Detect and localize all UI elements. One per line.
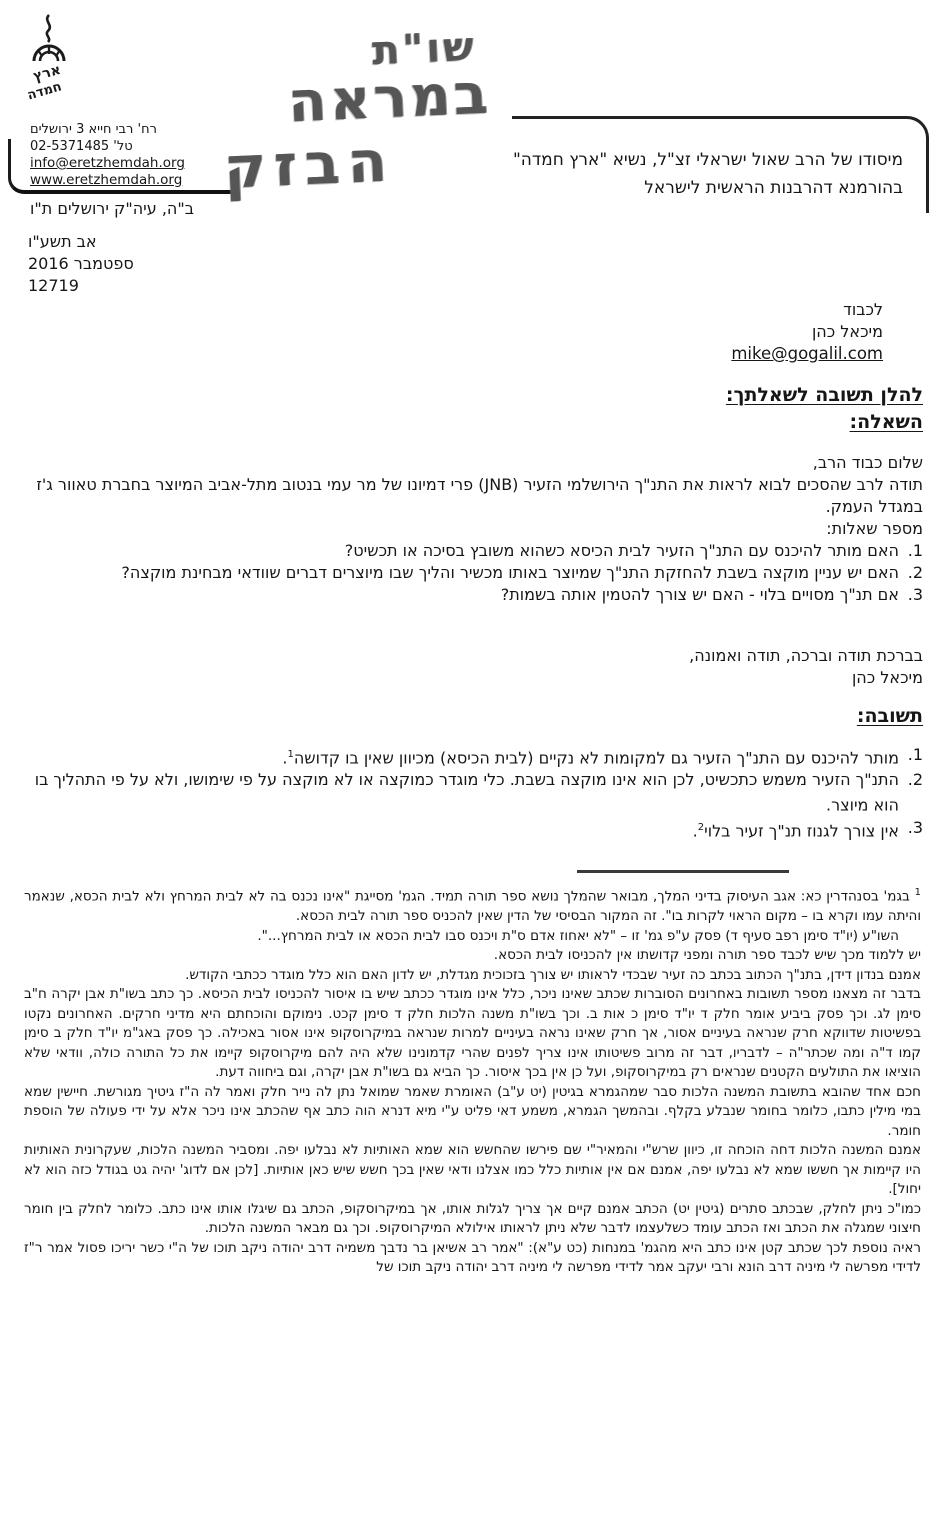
contact-address: רח' רבי חייא 3 ירושלים xyxy=(30,122,157,137)
answer-heading: תשובה: xyxy=(856,705,923,727)
question-text: האם מותר להיכנס עם התנ"ך הזעיר לבית הכיסא כשהוא משובץ בסיכה או תכשיט? xyxy=(344,541,899,560)
contact-phone: טל' 02-5371485 xyxy=(30,139,133,154)
section-headings xyxy=(726,382,923,436)
answer-section xyxy=(24,744,923,842)
title-bemareh: במראה xyxy=(286,61,492,136)
answer-number: 2. xyxy=(907,770,923,790)
question-item xyxy=(24,584,923,606)
footnote-paragraph xyxy=(24,883,921,927)
gregorian-date: ספטמבר 2016 xyxy=(28,254,134,273)
answer-item xyxy=(24,817,923,842)
footnote-separator xyxy=(577,870,789,873)
answer-item xyxy=(24,769,923,816)
question-intro: תודה לרב שהסכים לבוא לראות את התנ"ך הירושלמי הזעיר (JNB) פרי דמיונו של מר עמי בנטוב מתל-אביב המיוצר בחברת טאוור ג'ז במגדל העמק. xyxy=(36,475,923,516)
date-block xyxy=(28,231,134,297)
answer-number: 3. xyxy=(907,817,923,837)
question-closing xyxy=(689,645,923,689)
answer-text: אין צורך לגנוז תנ"ך זעיר בלוי xyxy=(704,820,899,840)
logo-word-top: ארץ xyxy=(31,61,63,85)
reference-number: 12719 xyxy=(28,276,79,295)
answer-tail: . xyxy=(282,748,288,768)
logo-word-bottom: חמדה xyxy=(25,79,64,104)
footnote-paragraph: השו"ע (יו"ד סימן רפב סעיף ד) פסק ע"פ גמ' זו – "לא יאחוז אדם ס"ת ויכנס סבו לבית הכסא או לבית המרחץ...". xyxy=(257,927,899,944)
question-heading: השאלה: xyxy=(849,411,923,433)
title-habazak: הבזק xyxy=(222,128,397,202)
questions-label: מספר שאלות: xyxy=(826,519,923,538)
footnote-paragraph: בדבר זה מצאנו מספר תשובות באחרונים הסוברות שכתב שאינו ניכר, כלל אינו מוגדר ככתב שיש בו איסור להכניסו לבית הכיסא. כך כתב בשו"ת אבן יקרה ח"ב סימן לג. וכך פסק ביביע אומר חלק ד יו"ד סימן כ אות ב. וכך בשו"ת משנה הלכות חלק ד סימן קכט. נימוקם והוכחתם היא מדיני חרקים. האחרונים נקטו בפשיטות שדווקא חרק שנראה בעיניים אסור, אך חרק שאינו נראה בעיניים למרות שנראה במיקרוסקופ אינו אסור באכילה. כך פסק באג"מ יו"ד חלק ב סימן קמו ד"ה ומה שכתר"ה – לדבריו, דבר זה מרוב פשיטותו אינו צריך לפנים שהרי קדמונינו שלא היה להם מיקרוסקופ קיימו את כל התורה כולה, וודאי שלא הוציאו את התולעים הקטנים שנראים רק במיקרוסקופ, ועל כן אין בכך איסור. כך הביא גם בשו"ת אבן יקרה, וגם ביחווה דעת. xyxy=(24,986,921,1080)
subtitle-line1: מיסודו של הרב שאול ישראלי זצ"ל, נשיא "ארץ חמדה" xyxy=(512,150,903,170)
footnote-paragraph: אמנם המשנה הלכות דחה הוכחה זו, כיוון שרש"י והמאיר"י שם פירשו שהחשש הוא שמא האותיות לא נבלעו יפה. ומסביר המשנה הלכות, שעקרונית האותיות היו קיימות אך חששו שמא לא נבלעו יפה, אמנם אם אין אותיות כלל כמו אצלנו ודאי שאין בכך חשש שיש כאן אותיות. [לכן אם לדוג' יהיה גט בגודל כזה הוא לא יחול]. xyxy=(24,1142,921,1197)
answer-text: התנ"ך הזעיר משמש כתכשיט, לכן הוא אינו מוקצה בשבת. כלי מוגדר כמוקצה או לא מוקצה על פי שימושו, ולא על פי התהליך בו הוא מיוצר. xyxy=(34,770,899,815)
intro-heading: להלן תשובה לשאלתך: xyxy=(725,384,923,406)
footnote-paragraph: יש ללמוד מכך שיש לכבד ספר תורה ומפני קדושתו אין להכניסו לבית הכסא. xyxy=(493,947,921,963)
addressee-block xyxy=(731,299,883,365)
left-frame-divider xyxy=(8,139,235,194)
contact-website-link[interactable]: www.eretzhemdah.org xyxy=(30,172,183,188)
question-text: האם יש עניין מוקצה בשבת להחזקת התנ"ך שמיוצר באותו מכשיר והליך שבו מיוצרים דברים שוודאי מבחינת מוקצה? xyxy=(121,563,899,582)
question-number: 3. xyxy=(907,585,923,604)
question-number: 2. xyxy=(907,563,923,582)
footnote-ref-1: 1 xyxy=(287,749,294,760)
footnote-paragraph: חכם אחד שהובא בתשובת המשנה הלכות סבר שמהגמרא בגיטין (יט ע"ב) האומרת שאמר שמואל נתן לה נייר חלק ואמר לה ה"ז גיטיך מגורשת. חיישין שמא במי מילין כתבו, כלומר בחומר שנבלע בקלף. ובהמשך הגמרא, משמע דאי פליט ע"י מיא דנרא הוה כתב אף שהכתב אינו ניכר אלא על ידי פעולה של הוספת חומר. xyxy=(24,1083,921,1139)
question-text: אם תנ"ך מסויים בלוי - האם יש צורך להטמין אותה בשמות? xyxy=(500,585,899,604)
question-number: 1. xyxy=(907,541,923,560)
addressee-to: לכבוד xyxy=(843,300,883,319)
answer-text: מותר להיכנס עם התנ"ך הזעיר גם למקומות לא נקיים (לבית הכיסא) מכיוון שאין בו קדושה xyxy=(293,748,899,768)
question-item xyxy=(24,540,923,562)
blessing-line: ב"ה, עיה"ק ירושלים ת"ו xyxy=(30,199,194,218)
subtitle xyxy=(513,146,903,202)
question-item xyxy=(24,562,923,584)
addressee-email-link[interactable]: mike@gogalil.com xyxy=(731,344,883,363)
footnote-paragraph: אמנם בנדון דידן, בתנ"ך הכתוב בכתב כה זעיר שבכדי לראותו יש צורך בזכוכית מגדלת, יש לדון האם הוא כלל מוגדר ככתבי הקודש. xyxy=(185,966,921,983)
signature: מיכאל כהן xyxy=(851,668,923,687)
footnote-paragraph: כמו"כ ניתן לחלק, שבכתב סתרים (גיטין יט) הכתב אמנם קיים אך צריך לגלות אותו, אך במיקרוסקופ, הכתב גם שיגלו אותו אינו כתב. כלומר לחלק בין חומר חיצוני שמגלה את הכתב ואז הכתב עומד כשלעצמו לדבר שלא ניתן לראותו אילולא המיקרוסקופ. וכך גם מבאר המשנה הלכות. xyxy=(24,1200,921,1236)
answer-number: 1. xyxy=(907,745,923,764)
hebrew-date: אב תשע"ו xyxy=(28,232,97,251)
answer-tail: . xyxy=(692,820,698,840)
footnote-text: בגמ' בסנהדרין כא: אגב העיסוק בדיני המלך, מבואר שהמלך נושא ספר תורה תמיד. הגמ' מסייגת "אינו נכנס בה לא לבית המרחץ ולא לבית הכסא, שנאמר והיתה עמו וקרא בו – מקום הראוי לקרות בו". זה המקור הבסיסי של הדין שאין להכניס ספר תורה לבית הכסא. xyxy=(24,888,921,924)
footnote-ref-2: 2 xyxy=(697,821,705,833)
closing-line: בברכת תודה וברכה, תודה ואמונה, xyxy=(689,646,923,665)
footnotes-section xyxy=(24,883,921,1278)
question-greeting: שלום כבוד הרב, xyxy=(812,453,923,472)
eretz-hemdah-logo xyxy=(24,12,74,116)
subtitle-line2: בהורמנא דהרבנות הראשית לישראל xyxy=(644,178,903,198)
footnote-paragraph: ראיה נוספת לכך שכתב קטן אינו כתב היא מהגמ' במנחות (כט ע"א): "אמר רב אשיאן בר נדבך משמיה דרב יהודה ניקב תוכו של ה"י כשר יריכו פסול אמר ר"ז לדידי מפרשה לי מיניה דרב הונא ורבי יעקב אמר לדידי מפרשה לי מיניה דרב יהודה ניקב תוכו של xyxy=(24,1239,921,1275)
answer-item xyxy=(24,744,923,769)
title-shut: שו"ת xyxy=(371,23,478,75)
contact-email-link[interactable]: info@eretzhemdah.org xyxy=(30,155,185,171)
addressee-name: מיכאל כהן xyxy=(811,322,883,341)
question-section xyxy=(24,452,923,606)
footnote-marker: 1 xyxy=(914,887,921,898)
